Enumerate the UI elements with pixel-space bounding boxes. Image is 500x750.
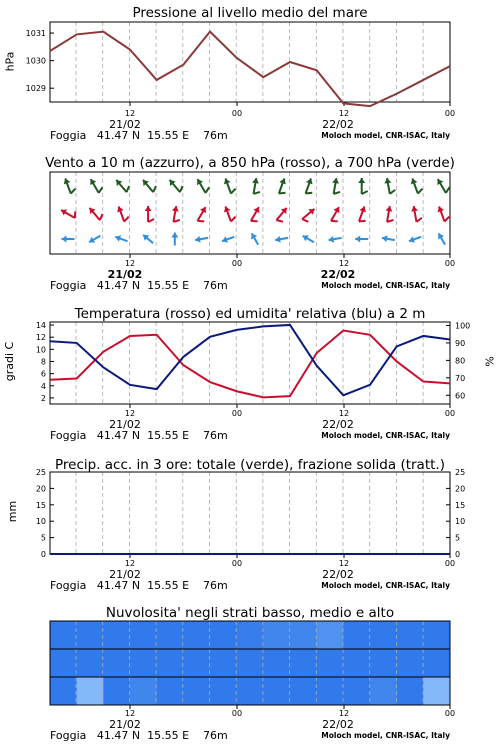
wind-barb [180, 186, 183, 192]
precip-y-tick-label: 20 [35, 484, 46, 494]
rh-y-tick-label: 90 [455, 338, 466, 348]
wind-barb [445, 217, 450, 222]
credit-label: Moloch model, CNR-ISAC, Italy [321, 131, 450, 140]
cloud-cell [130, 621, 157, 649]
x-tick-label: 00 [231, 259, 243, 268]
wind-barb [231, 217, 236, 222]
temperature-series-line [50, 331, 450, 398]
date-label: 21/02 [109, 568, 141, 581]
cloud-cell [317, 649, 344, 677]
x-tick-label: 12 [338, 559, 350, 568]
wind-title: Vento a 10 m (azzurro), a 850 hPa (rosso), a 700 hPa (verde) [45, 155, 455, 171]
cloud-cell [50, 649, 77, 677]
precip-frame [50, 472, 450, 554]
precip-y-tick-label-right: 15 [455, 500, 466, 510]
wind-barb [100, 214, 103, 220]
temp-y-tick-label: 12 [35, 333, 46, 343]
cloud-cell [237, 621, 264, 649]
precip-y-tick-label-right: 20 [455, 484, 466, 494]
cloud-cell [210, 649, 237, 677]
cloud-cell [103, 649, 130, 677]
x-tick-label: 00 [444, 259, 456, 268]
wind-barb [359, 221, 366, 222]
x-tick-label: 12 [124, 109, 136, 118]
temp-y-tick-label: 8 [40, 357, 46, 367]
x-tick-label: 00 [231, 559, 243, 568]
temp-y-tick-label: 4 [40, 381, 46, 391]
cloud-cell [317, 621, 344, 649]
cloud-cell [103, 677, 130, 705]
cloud-cell [423, 621, 450, 649]
cloud-cell [290, 649, 317, 677]
pressure-title: Pressione al livello medio del mare [132, 5, 368, 21]
cloud-cell [157, 621, 184, 649]
credit-label: Moloch model, CNR-ISAC, Italy [321, 281, 450, 290]
cloud-cell [370, 649, 397, 677]
cloud-cell [50, 621, 77, 649]
wind-barb [127, 186, 130, 192]
temperature-chart [0, 300, 500, 450]
wind-arrow-head [171, 233, 178, 238]
location-label: Foggia 41.47 N 15.55 E 76m [50, 279, 228, 292]
wind-arrow-head [355, 236, 360, 243]
cloud-cell [423, 677, 450, 705]
x-tick-label: 12 [124, 709, 136, 718]
date-label: 21/02 [109, 118, 141, 131]
rh-y-tick-label: 60 [455, 391, 466, 401]
x-tick-label: 00 [231, 709, 243, 718]
x-tick-label: 12 [338, 709, 350, 718]
cloud-cell [77, 677, 104, 705]
date-label: 21/02 [109, 718, 141, 731]
temp-frame [50, 322, 450, 404]
precip-y-tick-label-right: 25 [455, 468, 466, 477]
cloud-cell [343, 677, 370, 705]
wind-barb [446, 187, 450, 193]
cloud-cell [210, 677, 237, 705]
cloud-cell [77, 649, 104, 677]
precip-y-tick-label: 5 [40, 533, 46, 543]
precip-y-tick-label: 10 [35, 517, 46, 527]
precip-y-tick-label-right: 5 [455, 533, 461, 543]
cloud-cell [343, 649, 370, 677]
wind-arrow-head [358, 178, 365, 183]
date-label: 22/02 [320, 268, 356, 281]
cloud-cell [130, 677, 157, 705]
date-label: 21/02 [107, 268, 143, 281]
temperature-ylabel-left: gradi C [3, 341, 17, 382]
wind-arrow-head [62, 236, 67, 243]
cloud-cell [290, 677, 317, 705]
cloud-cell [423, 649, 450, 677]
pressure-y-tick-label: 1030 [25, 56, 46, 66]
rh-y-tick-label: 80 [455, 356, 466, 366]
wind-barb [416, 218, 421, 222]
x-tick-label: 00 [444, 109, 456, 118]
location-label: Foggia 41.47 N 15.55 E 76m [50, 129, 228, 142]
cloud-cell [263, 621, 290, 649]
pressure-series-line [50, 32, 450, 106]
wind-barb [71, 189, 76, 194]
rh-y-tick-label: 100 [455, 321, 471, 331]
cloud-cell [290, 621, 317, 649]
rh-y-tick-label: 70 [455, 373, 466, 383]
wind-barb [276, 220, 283, 222]
cloud-cell [183, 621, 210, 649]
cloud-cell [317, 677, 344, 705]
wind-barb [99, 187, 103, 193]
pressure-y-tick-label: 1029 [25, 84, 46, 94]
wind-barb [231, 189, 236, 194]
cloud-cell [157, 677, 184, 705]
date-label: 22/02 [322, 568, 354, 581]
cloud-cell [130, 649, 157, 677]
temp-y-tick-label: 6 [40, 369, 46, 379]
cloud-cell [370, 621, 397, 649]
x-tick-label: 00 [231, 409, 243, 418]
cloud-cell [157, 649, 184, 677]
precipitation-chart [0, 450, 500, 600]
wind-barb [153, 186, 156, 192]
wind-barb [302, 219, 308, 222]
credit-label: Moloch model, CNR-ISAC, Italy [321, 431, 450, 440]
wind-barb [306, 193, 313, 194]
x-tick-label: 12 [338, 109, 350, 118]
pressure-ylabel: hPa [3, 51, 17, 72]
location-label: Foggia 41.47 N 15.55 E 76m [50, 729, 228, 742]
x-tick-label: 00 [444, 709, 456, 718]
pressure-chart [0, 0, 500, 150]
credit-label: Moloch model, CNR-ISAC, Italy [321, 731, 450, 740]
precip-y-tick-label-right: 0 [455, 550, 461, 559]
cloud-cell [50, 677, 77, 705]
wind-barb [418, 189, 423, 194]
cloud-cell [77, 621, 104, 649]
cloud-cell [263, 649, 290, 677]
date-label: 22/02 [322, 118, 354, 131]
location-label: Foggia 41.47 N 15.55 E 76m [50, 579, 228, 592]
cloud-cell [370, 677, 397, 705]
precipitation-ylabel: mm [6, 500, 20, 523]
cloud-cell [183, 649, 210, 677]
credit-label: Moloch model, CNR-ISAC, Italy [321, 581, 450, 590]
x-tick-label: 12 [338, 259, 350, 268]
temp-y-tick-label: 2 [40, 393, 46, 403]
precip-y-tick-label: 0 [40, 550, 46, 559]
cloud-cell [103, 621, 130, 649]
cloud-cell [210, 621, 237, 649]
x-tick-label: 00 [444, 409, 456, 418]
wind-barb [124, 217, 129, 222]
cloud-cell [397, 677, 424, 705]
pressure-y-tick-label: 1031 [25, 29, 46, 39]
wind-barb [390, 190, 395, 194]
date-label: 22/02 [322, 418, 354, 431]
wind-barb [279, 193, 286, 194]
date-label: 21/02 [109, 418, 141, 431]
wind-arrow-head [145, 206, 152, 211]
precipitation-title: Precip. acc. in 3 ore: totale (verde), frazione solida (tratt.) [55, 457, 445, 473]
date-label: 22/02 [322, 718, 354, 731]
x-tick-label: 12 [124, 559, 136, 568]
clouds-title: Nuvolosita' negli strati basso, medio e alto [105, 605, 395, 621]
precip-y-tick-label: 25 [35, 468, 46, 477]
cloud-cell [183, 677, 210, 705]
x-tick-label: 00 [444, 559, 456, 568]
cloud-cell [397, 621, 424, 649]
x-tick-label: 12 [124, 409, 136, 418]
temp-y-tick-label: 10 [35, 345, 46, 355]
cloud-cell [263, 677, 290, 705]
wind-frame [50, 172, 450, 254]
x-tick-label: 12 [124, 259, 136, 268]
clouds-chart [0, 600, 500, 750]
rh-series-line [50, 325, 450, 395]
cloud-cell [237, 649, 264, 677]
temperature-title: Temperatura (rosso) ed umidita' relativa (blu) a 2 m [74, 306, 426, 322]
temp-y-tick-label: 14 [35, 321, 46, 331]
rh-ylabel-right: % [482, 356, 496, 367]
location-label: Foggia 41.47 N 15.55 E 76m [50, 429, 228, 442]
cloud-cell [397, 649, 424, 677]
pressure-frame [50, 22, 450, 102]
x-tick-label: 00 [231, 109, 243, 118]
x-tick-label: 12 [338, 409, 350, 418]
wind-chart [0, 150, 500, 290]
precip-y-tick-label-right: 10 [455, 517, 466, 527]
cloud-cell [343, 621, 370, 649]
cloud-cell [237, 677, 264, 705]
precip-y-tick-label: 15 [35, 500, 46, 510]
wind-barb [206, 187, 210, 193]
